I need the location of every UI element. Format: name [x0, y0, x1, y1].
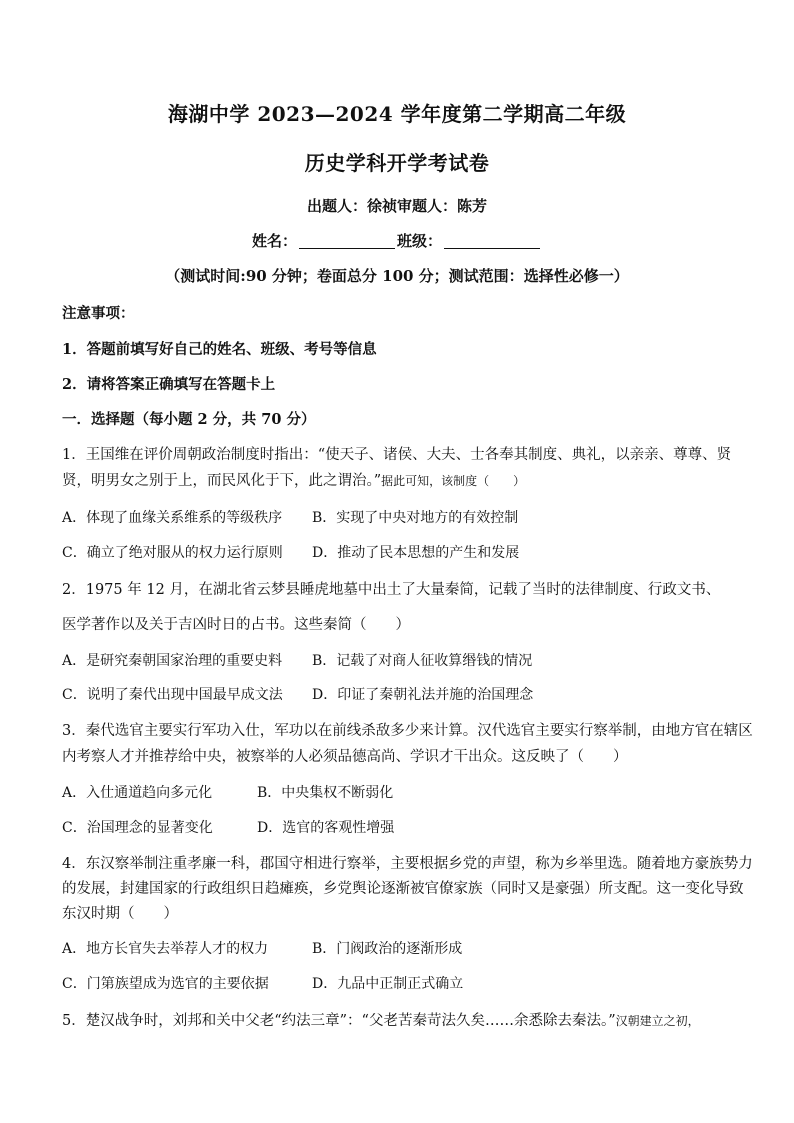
- q1-option-c[interactable]: C．确立了绝对服从的权力运行原则: [62, 545, 283, 561]
- q4-option-a[interactable]: A．地方长官失去举荐人才的权力: [62, 941, 269, 957]
- question-1-options-row-2: [62, 542, 734, 562]
- note-item-2: 2．请将答案正确填写在答题卡上: [62, 376, 276, 393]
- question-5-text-continued: 汉朝建立之初，: [615, 1014, 700, 1028]
- name-class-line: [0, 230, 794, 251]
- question-2-line-2: 医学著作以及关于吉凶时日的占书。这些秦简（ ）: [62, 617, 410, 633]
- q1-option-a[interactable]: A．体现了血缘关系维系的等级秩序: [62, 510, 283, 526]
- class-label: 班级：: [397, 232, 443, 250]
- section-heading: 一．选择题（每小题 2 分，共 70 分）: [62, 411, 316, 428]
- q3-option-b[interactable]: B．中央集权不断弱化: [257, 785, 394, 801]
- q4-option-d[interactable]: D．九品中正制正式确立: [312, 976, 464, 992]
- q2-option-c[interactable]: C．说明了秦代出现中国最早成文法: [62, 687, 283, 703]
- question-1-line-2: [62, 469, 734, 490]
- question-2-options-row-1: [62, 650, 734, 670]
- q3-option-c[interactable]: C．治国理念的显著变化: [62, 820, 213, 836]
- question-4-line-2: 的发展，封建国家的行政组织日趋瘫痪，乡党舆论逐渐被官僚家族（同时又是豪强）所支配。这一变化导致: [62, 881, 744, 897]
- question-3-options-row-1: [62, 782, 734, 802]
- question-3-line-1: 3．秦代选官主要实行军功入仕，军功以在前线杀敌多少来计算。汉代选官主要实行察举制，由地方官在辖区: [62, 723, 753, 739]
- q2-option-a[interactable]: A．是研究秦朝国家治理的重要史料: [62, 653, 283, 669]
- q3-option-d[interactable]: D．选官的客观性增强: [257, 820, 395, 836]
- notes-heading: 注意事项：: [62, 305, 135, 322]
- question-5-text: 5．楚汉战争时，刘邦和关中父老“约法三章”：“父老苦秦苛法久矣……余悉除去秦法。”: [62, 1013, 616, 1029]
- test-info: （测试时间:90 分钟；卷面总分 100 分；测试范围：选择性必修一）: [165, 267, 629, 285]
- question-3-line-2: 内考察人才并推荐给中央，被察举的人必须品德高尚、学识才干出众。这反映了（ ）: [62, 749, 628, 765]
- authors-line: 出题人：徐祯审题人：陈芳: [306, 197, 487, 215]
- q3-option-a[interactable]: A．入仕通道趋向多元化: [62, 785, 213, 801]
- name-label: 姓名：: [251, 232, 297, 250]
- exam-subtitle: 历史学科开学考试卷: [304, 151, 490, 175]
- question-2-line-1: 2．1975 年 12 月，在湖北省云梦县睡虎地墓中出土了大量秦简，记载了当时的法律制度、行政文书、: [62, 582, 721, 598]
- question-4-line-1: 4．东汉察举制注重孝廉一科，郡国守相进行察举，主要根据乡党的声望，称为乡举里选。随着地方豪族势力: [62, 856, 753, 872]
- exam-title: 海湖中学 2023—2024 学年度第二学期高二年级: [167, 102, 627, 126]
- name-blank[interactable]: [299, 233, 395, 249]
- question-3-options-row-2: [62, 817, 734, 837]
- q2-option-d[interactable]: D．印证了秦朝礼法并施的治国理念: [312, 687, 534, 703]
- q4-option-c[interactable]: C．门第族望成为选官的主要依据: [62, 976, 269, 992]
- q2-option-b[interactable]: B．记载了对商人征收算缗钱的情况: [312, 653, 533, 669]
- question-1-stem-end: 据此可知，该制度（ ）: [381, 474, 526, 488]
- q1-option-d[interactable]: D．推动了民本思想的产生和发展: [312, 545, 520, 561]
- question-1-line-1: 1．王国维在评价周朝政治制度时指出：“使天子、诸侯、大夫、士各奉其制度、典礼，以亲亲、尊尊、贤: [62, 447, 732, 463]
- q1-option-b[interactable]: B．实现了中央对地方的有效控制: [312, 510, 519, 526]
- question-4-options-row-1: [62, 938, 734, 958]
- question-1-text: 贤，明男女之别于上，而民风化于下，此之谓治。”: [62, 473, 382, 489]
- class-blank[interactable]: [444, 233, 540, 249]
- question-2-options-row-2: [62, 684, 734, 704]
- question-4-options-row-2: [62, 973, 734, 993]
- question-5-line-1: [62, 1009, 734, 1030]
- question-4-line-3: 东汉时期（ ）: [62, 906, 178, 922]
- question-1-options-row-1: [62, 507, 734, 527]
- note-item-1: 1．答题前填写好自己的姓名、班级、考号等信息: [62, 341, 377, 358]
- q4-option-b[interactable]: B．门阀政治的逐渐形成: [312, 941, 463, 957]
